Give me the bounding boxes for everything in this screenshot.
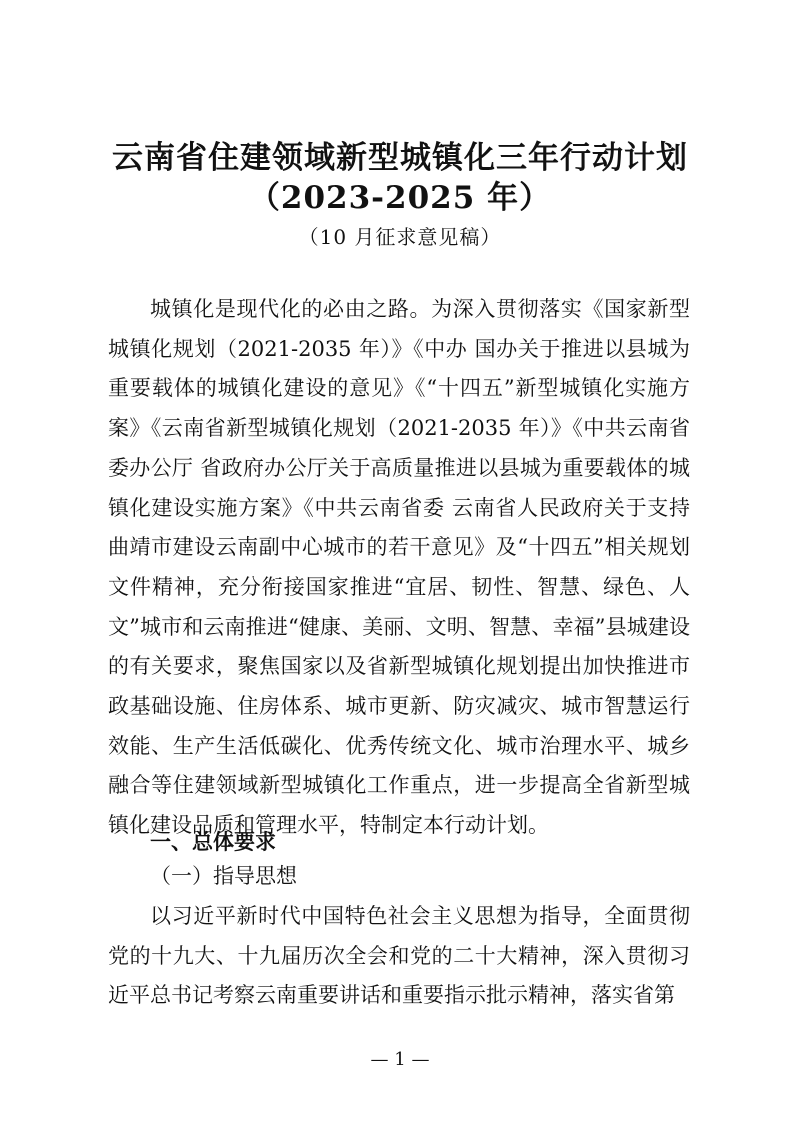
page-number: — 1 — <box>370 1049 430 1070</box>
section-heading-general-requirements: 一、总体要求 <box>150 830 276 854</box>
guiding-ideology-paragraph: 以习近平新时代中国特色社会主义思想为指导，全面贯彻党的十九大、十九届历次全会和党的二十大精神，深入贯彻习近平总书记考察云南重要讲话和重要指示批示精神，落实省第 <box>108 904 690 1008</box>
draft-version-note: （10 月征求意见稿） <box>298 225 502 249</box>
subsection-heading-guiding-ideology: （一）指导思想 <box>150 864 297 888</box>
intro-paragraph: 城镇化是现代化的必由之路。为深入贯彻落实《国家新型城镇化规划（2021-2035 年）》《中办 国办关于推进以县城为重要载体的城镇化建设的意见》《“十四五”新型城镇化实施方案》《云南省新型城镇化规划（2021-2035 年）》《中共云南省委办公厅 省政府办公厅关于高质量推进以县城为重要载体的城镇化建设实施方案》《中共云南省委 云南省人民政府关于支持曲靖市建设云南副中心城市的若干意见》及“十四五”相关规划文件精神，充分衔接国家推进“宜居、韧性、智慧、绿色、人文”城市和云南推进“健康、美丽、文明、智慧、幸福”县城建设的有关要求，聚焦国家以及省新型城镇化规划提出加快推进市政基础设施、住房体系、城市更新、防灾减灾、城市智慧运行效能、生产生活低碳化、优秀传统文化、城市治理水平、城乡融合等住建领域新型城镇化工作重点，进一步提高全省新型城镇化建设品质和管理水平，特制定本行动计划。 <box>108 297 690 838</box>
document-title-years: （2023-2025 年） <box>248 180 552 216</box>
document-title: 云南省住建领域新型城镇化三年行动计划 <box>112 140 688 176</box>
